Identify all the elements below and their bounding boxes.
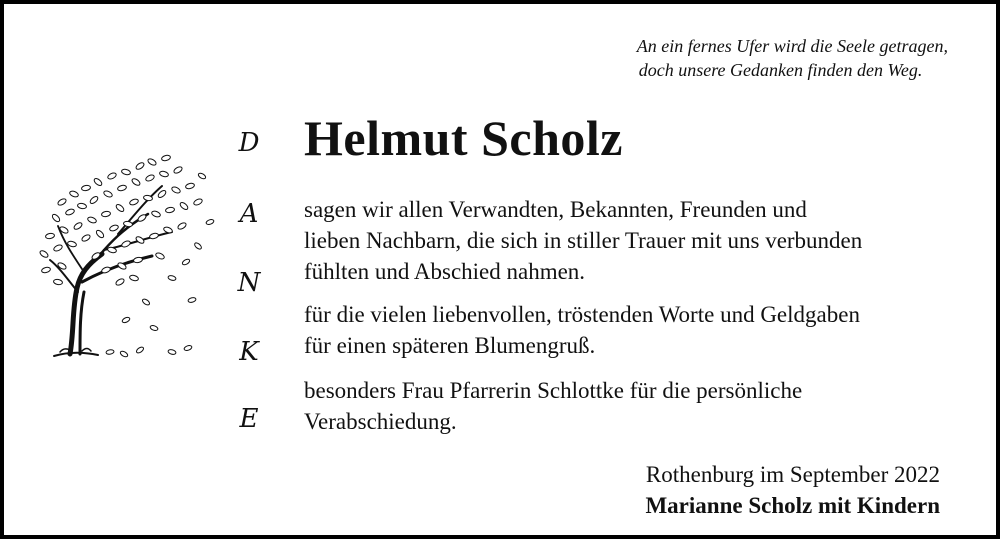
paragraph-line: fühlten und Abschied nahmen. bbox=[304, 259, 586, 284]
motto-line: An ein fernes Ufer wird die Seele getragen, bbox=[636, 36, 948, 56]
thanks-paragraph bbox=[304, 375, 974, 437]
acrostic-letter-d: D bbox=[238, 128, 260, 158]
paragraph-line: besonders Frau Pfarrerin Schlottke für die persönliche bbox=[304, 378, 803, 403]
paragraph-line: für einen späteren Blumengruß. bbox=[304, 333, 596, 358]
deceased-name: Helmut Scholz bbox=[304, 110, 623, 166]
acrostic-letter-e: E bbox=[239, 404, 259, 434]
motto-line: doch unsere Gedanken finden den Weg. bbox=[638, 60, 923, 80]
paragraph-line: lieben Nachbarn, die sich in stiller Trauer mit uns verbunden bbox=[304, 228, 863, 253]
thanks-paragraph bbox=[304, 299, 974, 361]
place-date: Rothenburg im September 2022 bbox=[645, 462, 940, 487]
paragraph-line: sagen wir allen Verwandten, Bekannten, Freunden und bbox=[304, 197, 807, 222]
acrostic-letter-n: N bbox=[237, 268, 261, 298]
thanks-paragraph bbox=[304, 194, 974, 287]
paragraph-line: für die vielen liebenvollen, tröstenden Worte und Geldgaben bbox=[304, 302, 860, 327]
acrostic-letter-a: A bbox=[239, 199, 259, 229]
windblown-tree-icon bbox=[22, 142, 222, 367]
paragraph-line: Verabschiedung. bbox=[304, 409, 457, 434]
motto-quote bbox=[637, 34, 948, 82]
signer-name: Marianne Scholz mit Kindern bbox=[645, 493, 940, 518]
acrostic-letter-k: K bbox=[239, 337, 259, 367]
